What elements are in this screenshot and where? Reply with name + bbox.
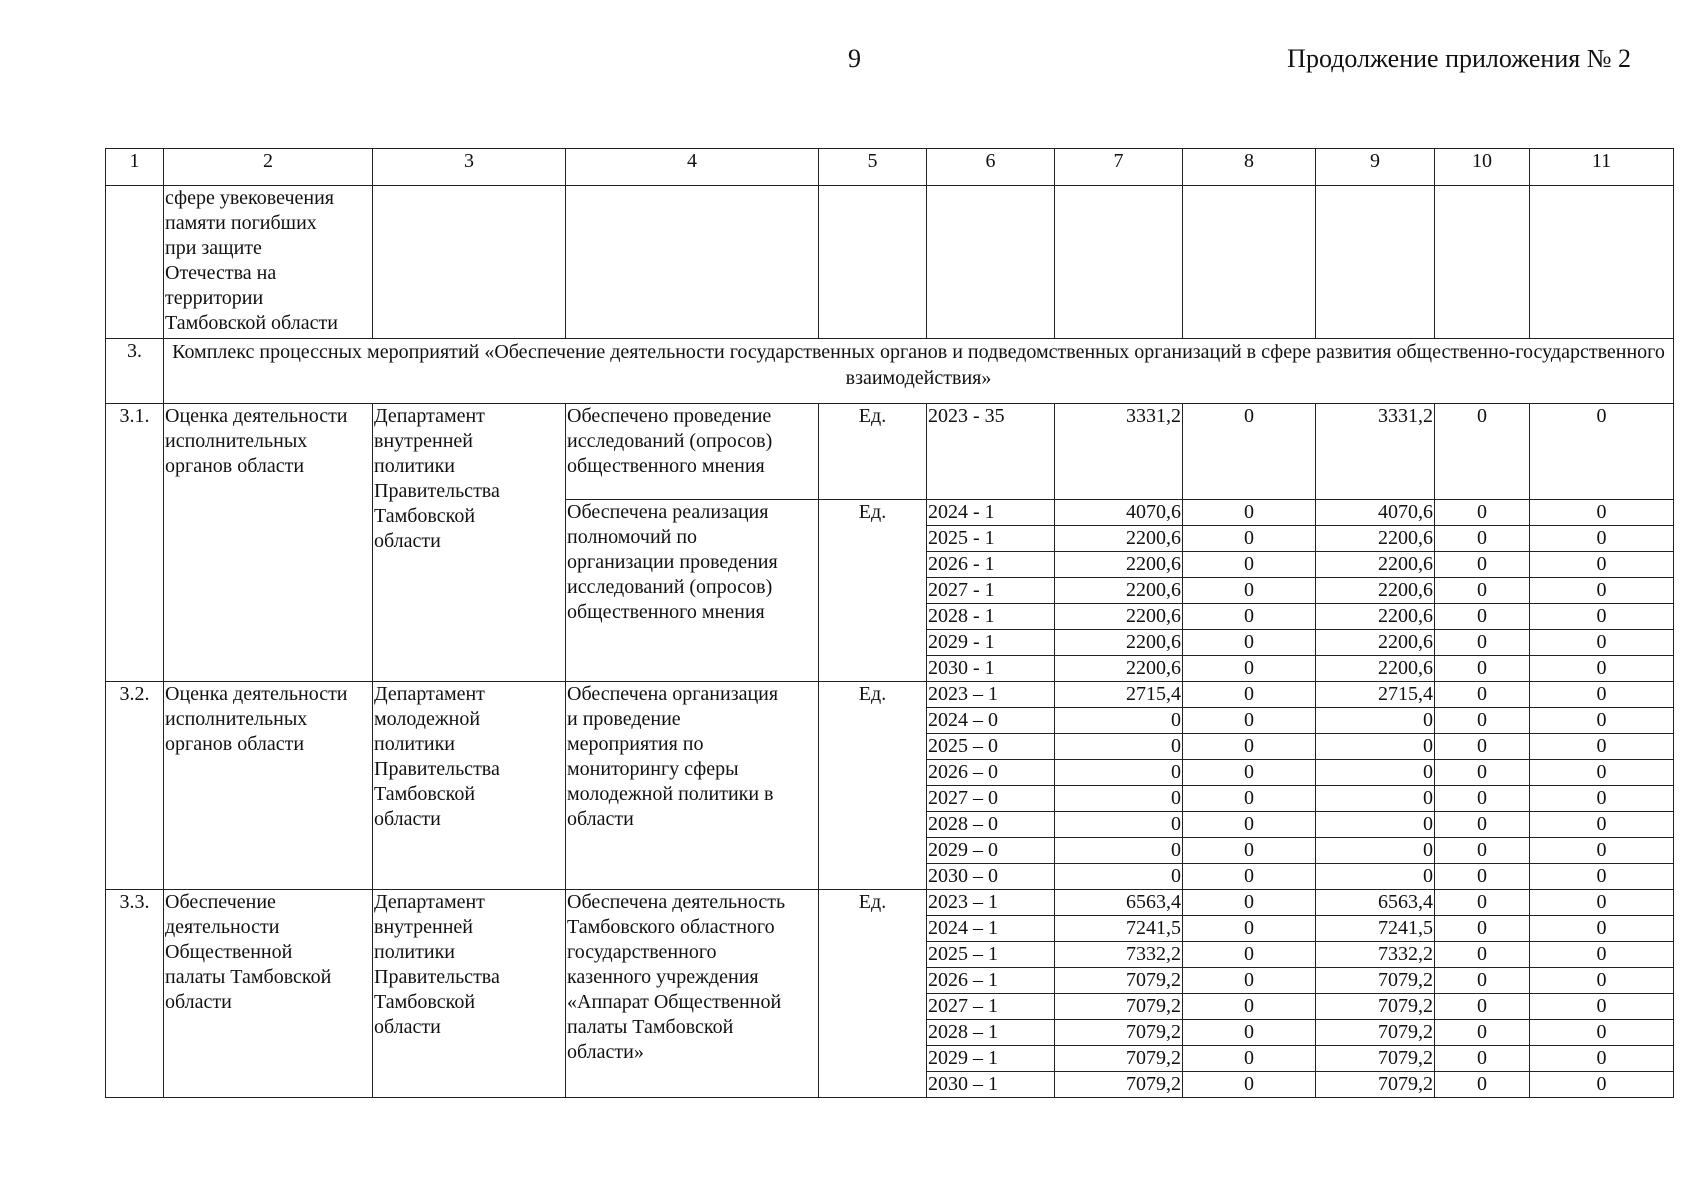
municipal-funding: 0 (1435, 500, 1530, 526)
federal-funding: 0 (1183, 916, 1316, 942)
year-value: 2027 - 1 (927, 578, 1055, 604)
row-number: 3.2. (106, 682, 164, 890)
total-funding: 0 (1055, 734, 1183, 760)
regional-funding: 7079,2 (1316, 968, 1435, 994)
other-funding: 0 (1530, 578, 1674, 604)
total-funding: 2200,6 (1055, 630, 1183, 656)
other-funding: 0 (1530, 1046, 1674, 1072)
activity-name: Оценка деятельности исполнительных органов области (164, 404, 373, 682)
municipal-funding: 0 (1435, 994, 1530, 1020)
municipal-funding: 0 (1435, 552, 1530, 578)
federal-funding: 0 (1183, 1046, 1316, 1072)
federal-funding: 0 (1183, 656, 1316, 682)
total-funding: 2200,6 (1055, 656, 1183, 682)
year-value: 2029 – 1 (927, 1046, 1055, 1072)
year-value: 2030 – 0 (927, 864, 1055, 890)
federal-funding: 0 (1183, 708, 1316, 734)
municipal-funding: 0 (1435, 734, 1530, 760)
municipal-funding: 0 (1435, 864, 1530, 890)
appendix-continuation-title: Продолжение приложения № 2 (1287, 44, 1631, 73)
other-funding: 0 (1530, 500, 1674, 526)
table-row (106, 682, 1674, 708)
year-value: 2029 - 1 (927, 630, 1055, 656)
column-header: 5 (819, 149, 927, 186)
municipal-funding: 0 (1435, 916, 1530, 942)
year-value: 2025 – 1 (927, 942, 1055, 968)
other-funding: 0 (1530, 734, 1674, 760)
year-value: 2027 – 0 (927, 786, 1055, 812)
column-header: 10 (1435, 149, 1530, 186)
federal-funding: 0 (1183, 1020, 1316, 1046)
total-funding: 7079,2 (1055, 1020, 1183, 1046)
other-funding: 0 (1530, 1020, 1674, 1046)
municipal-funding: 0 (1435, 578, 1530, 604)
regional-funding: 7079,2 (1316, 1046, 1435, 1072)
federal-funding: 0 (1183, 786, 1316, 812)
regional-funding: 0 (1316, 838, 1435, 864)
federal-funding: 0 (1183, 838, 1316, 864)
other-funding: 0 (1530, 404, 1674, 500)
municipal-funding: 0 (1435, 838, 1530, 864)
other-funding: 0 (1530, 786, 1674, 812)
other-funding: 0 (1530, 942, 1674, 968)
regional-funding: 0 (1316, 812, 1435, 838)
federal-funding: 0 (1183, 994, 1316, 1020)
regional-funding: 4070,6 (1316, 500, 1435, 526)
responsible-department: Департамент внутренней политики Правительства Тамбовской области (373, 890, 566, 1098)
year-value: 2030 - 1 (927, 656, 1055, 682)
regional-funding: 7079,2 (1316, 1020, 1435, 1046)
continuation-row (106, 186, 1674, 339)
year-value: 2023 - 35 (927, 404, 1055, 500)
total-funding: 0 (1055, 812, 1183, 838)
total-funding: 7079,2 (1055, 968, 1183, 994)
federal-funding: 0 (1183, 812, 1316, 838)
section-title: Комплекс процессных мероприятий «Обеспечение деятельности государственных органов и подведомственных организаций в сфере развития общественно-государственного взаимодействия» (164, 339, 1674, 404)
municipal-funding: 0 (1435, 630, 1530, 656)
other-funding: 0 (1530, 760, 1674, 786)
activity-name: Обеспечение деятельности Общественной палаты Тамбовской области (164, 890, 373, 1098)
other-funding: 0 (1530, 916, 1674, 942)
year-value: 2025 - 1 (927, 526, 1055, 552)
regional-funding: 7079,2 (1316, 1072, 1435, 1098)
column-header: 6 (927, 149, 1055, 186)
other-funding: 0 (1530, 526, 1674, 552)
federal-funding: 0 (1183, 404, 1316, 500)
result-description: Обеспечена организация и проведение мероприятия по мониторингу сферы молодежной политики в области (566, 682, 819, 890)
regional-funding: 2200,6 (1316, 656, 1435, 682)
column-header: 1 (106, 149, 164, 186)
regional-funding: 0 (1316, 786, 1435, 812)
regional-funding: 7079,2 (1316, 994, 1435, 1020)
municipal-funding: 0 (1435, 604, 1530, 630)
total-funding: 0 (1055, 838, 1183, 864)
unit: Ед. (819, 890, 927, 1098)
federal-funding: 0 (1183, 942, 1316, 968)
total-funding: 3331,2 (1055, 404, 1183, 500)
federal-funding: 0 (1183, 682, 1316, 708)
total-funding: 7079,2 (1055, 1072, 1183, 1098)
year-value: 2023 – 1 (927, 890, 1055, 916)
year-value: 2023 – 1 (927, 682, 1055, 708)
total-funding: 2200,6 (1055, 578, 1183, 604)
federal-funding: 0 (1183, 526, 1316, 552)
municipal-funding: 0 (1435, 812, 1530, 838)
municipal-funding: 0 (1435, 526, 1530, 552)
total-funding: 6563,4 (1055, 890, 1183, 916)
other-funding: 0 (1530, 552, 1674, 578)
result-description: Обеспечена реализация полномочий по организации проведения исследований (опросов) общественного мнения (566, 500, 819, 682)
municipal-funding: 0 (1435, 786, 1530, 812)
other-funding: 0 (1530, 682, 1674, 708)
column-header: 8 (1183, 149, 1316, 186)
municipal-funding: 0 (1435, 968, 1530, 994)
column-header: 4 (566, 149, 819, 186)
year-value: 2026 - 1 (927, 552, 1055, 578)
municipal-funding: 0 (1435, 708, 1530, 734)
column-header: 7 (1055, 149, 1183, 186)
regional-funding: 2200,6 (1316, 578, 1435, 604)
regional-funding: 0 (1316, 864, 1435, 890)
table-row (106, 890, 1674, 916)
other-funding: 0 (1530, 864, 1674, 890)
year-value: 2026 – 1 (927, 968, 1055, 994)
year-value: 2026 – 0 (927, 760, 1055, 786)
municipal-funding: 0 (1435, 1072, 1530, 1098)
municipal-funding: 0 (1435, 656, 1530, 682)
other-funding: 0 (1530, 890, 1674, 916)
total-funding: 0 (1055, 786, 1183, 812)
regional-funding: 3331,2 (1316, 404, 1435, 500)
municipal-funding: 0 (1435, 682, 1530, 708)
federal-funding: 0 (1183, 968, 1316, 994)
total-funding: 0 (1055, 864, 1183, 890)
federal-funding: 0 (1183, 552, 1316, 578)
responsible-department: Департамент внутренней политики Правительства Тамбовской области (373, 404, 566, 682)
year-value: 2025 – 0 (927, 734, 1055, 760)
responsible-department: Департамент молодежной политики Правительства Тамбовской области (373, 682, 566, 890)
other-funding: 0 (1530, 630, 1674, 656)
federal-funding: 0 (1183, 604, 1316, 630)
column-number-row (106, 149, 1674, 186)
federal-funding: 0 (1183, 578, 1316, 604)
table-row (106, 404, 1674, 500)
year-value: 2024 - 1 (927, 500, 1055, 526)
total-funding: 2200,6 (1055, 526, 1183, 552)
total-funding: 7332,2 (1055, 942, 1183, 968)
regional-funding: 2200,6 (1316, 526, 1435, 552)
municipal-funding: 0 (1435, 1046, 1530, 1072)
unit: Ед. (819, 404, 927, 500)
regional-funding: 2200,6 (1316, 552, 1435, 578)
year-value: 2024 – 0 (927, 708, 1055, 734)
total-funding: 7079,2 (1055, 1046, 1183, 1072)
regional-funding: 0 (1316, 760, 1435, 786)
section-row (106, 339, 1674, 404)
other-funding: 0 (1530, 838, 1674, 864)
budget-table (105, 148, 1674, 1098)
row-number: 3.1. (106, 404, 164, 682)
total-funding: 4070,6 (1055, 500, 1183, 526)
regional-funding: 6563,4 (1316, 890, 1435, 916)
regional-funding: 7241,5 (1316, 916, 1435, 942)
column-header: 11 (1530, 149, 1674, 186)
total-funding: 7079,2 (1055, 994, 1183, 1020)
row-number: 3.3. (106, 890, 164, 1098)
municipal-funding: 0 (1435, 1020, 1530, 1046)
year-value: 2028 – 0 (927, 812, 1055, 838)
federal-funding: 0 (1183, 1072, 1316, 1098)
continuation-text: сфере увековечения памяти погибших при защите Отечества на территории Тамбовской области (164, 186, 373, 339)
other-funding: 0 (1530, 994, 1674, 1020)
other-funding: 0 (1530, 708, 1674, 734)
federal-funding: 0 (1183, 500, 1316, 526)
column-header: 3 (373, 149, 566, 186)
regional-funding: 2200,6 (1316, 604, 1435, 630)
total-funding: 2200,6 (1055, 604, 1183, 630)
total-funding: 2715,4 (1055, 682, 1183, 708)
unit: Ед. (819, 500, 927, 682)
federal-funding: 0 (1183, 630, 1316, 656)
municipal-funding: 0 (1435, 890, 1530, 916)
section-number: 3. (106, 339, 164, 404)
year-value: 2028 – 1 (927, 1020, 1055, 1046)
federal-funding: 0 (1183, 890, 1316, 916)
result-description: Обеспечена деятельность Тамбовского областного государственного казенного учреждения «Аппарат Общественной палаты Тамбовской области» (566, 890, 819, 1098)
federal-funding: 0 (1183, 734, 1316, 760)
year-value: 2029 – 0 (927, 838, 1055, 864)
municipal-funding: 0 (1435, 404, 1530, 500)
regional-funding: 2200,6 (1316, 630, 1435, 656)
other-funding: 0 (1530, 968, 1674, 994)
regional-funding: 0 (1316, 708, 1435, 734)
year-value: 2028 - 1 (927, 604, 1055, 630)
total-funding: 0 (1055, 760, 1183, 786)
other-funding: 0 (1530, 604, 1674, 630)
total-funding: 2200,6 (1055, 552, 1183, 578)
total-funding: 7241,5 (1055, 916, 1183, 942)
municipal-funding: 0 (1435, 760, 1530, 786)
federal-funding: 0 (1183, 760, 1316, 786)
year-value: 2024 – 1 (927, 916, 1055, 942)
total-funding: 0 (1055, 708, 1183, 734)
regional-funding: 7332,2 (1316, 942, 1435, 968)
federal-funding: 0 (1183, 864, 1316, 890)
result-description: Обеспечено проведение исследований (опросов) общественного мнения (566, 404, 819, 500)
other-funding: 0 (1530, 1072, 1674, 1098)
municipal-funding: 0 (1435, 942, 1530, 968)
other-funding: 0 (1530, 656, 1674, 682)
year-value: 2030 – 1 (927, 1072, 1055, 1098)
year-value: 2027 – 1 (927, 994, 1055, 1020)
regional-funding: 0 (1316, 734, 1435, 760)
regional-funding: 2715,4 (1316, 682, 1435, 708)
activity-name: Оценка деятельности исполнительных органов области (164, 682, 373, 890)
column-header: 9 (1316, 149, 1435, 186)
column-header: 2 (164, 149, 373, 186)
page-number: 9 (848, 44, 861, 73)
other-funding: 0 (1530, 812, 1674, 838)
unit: Ед. (819, 682, 927, 890)
